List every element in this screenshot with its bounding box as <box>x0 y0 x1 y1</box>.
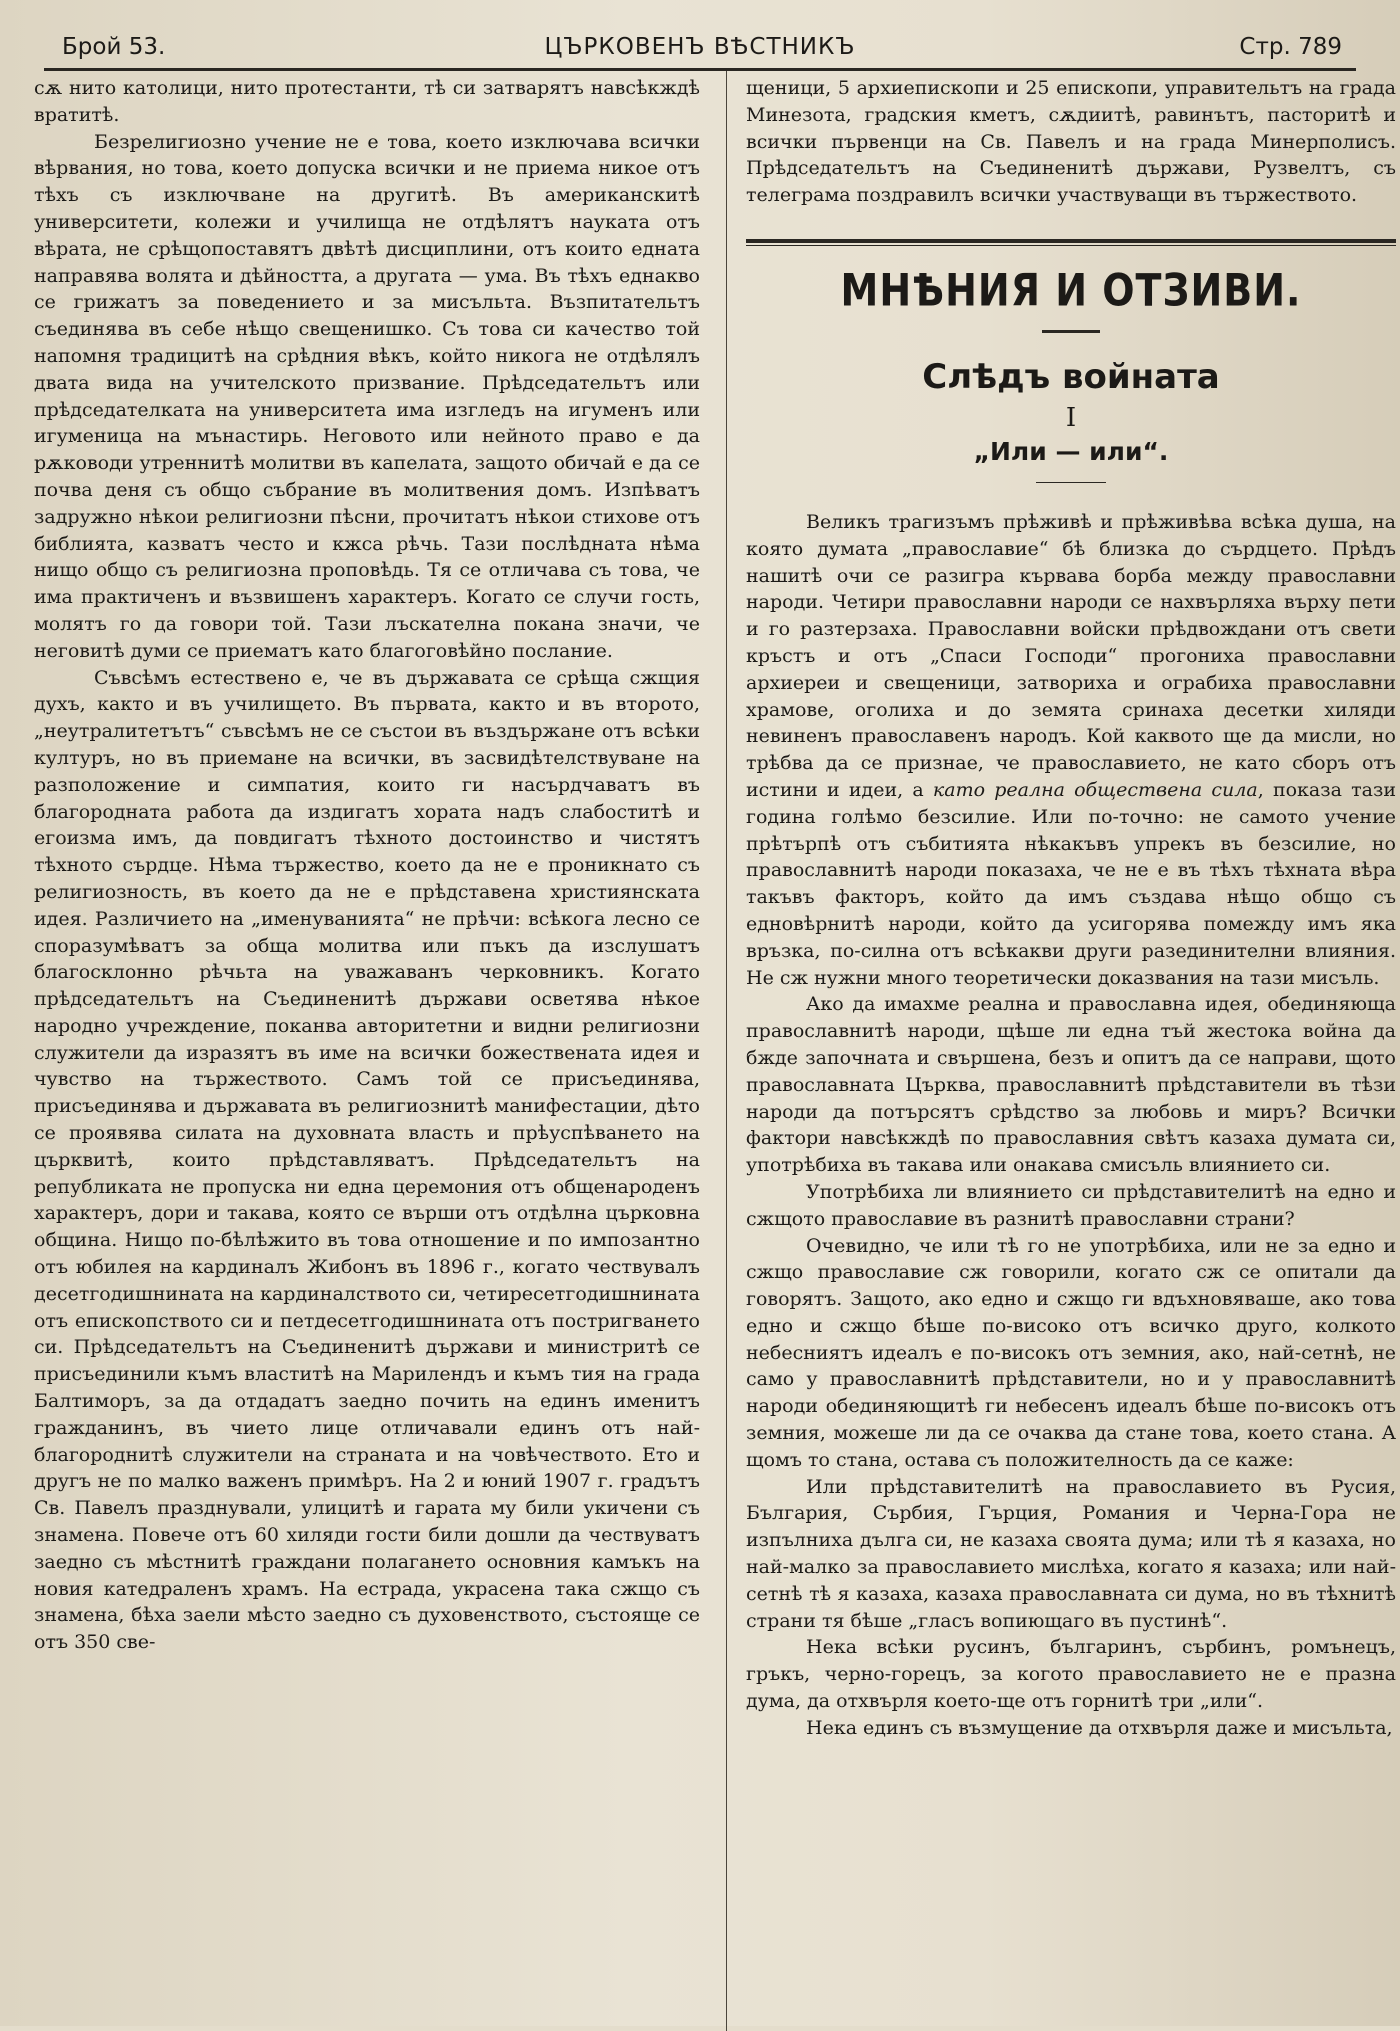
paragraph: Ако да имахме реална и православна идея, обединяюща православнитѣ народи, щѣше ли една тъй жестока война да бжде започната и свършена, безъ и опитъ да се направи, щото православната Църква, православнитѣ прѣдставители въ тѣзи народи да потърсятъ срѣдство за любовь и миръ? Всички фактори навсѣкждѣ по православния свѣтъ казаха думата си, употрѣбиха въ такава или онакава смисъль влиянието си. <box>746 993 1396 1177</box>
left-column <box>34 75 700 1656</box>
masthead-rule <box>44 68 1356 71</box>
paragraph: Или прѣдставителитѣ на православието въ Русия, България, Сърбия, Гърция, Романия и Черна-Гора не изпълниха дълга си, не казаха своята дума; или тѣ я казаха, но най-малко за православието мислѣха, когато я казаха; или най-сетнѣ тѣ я казаха, казаха православната си дума, но въ тѣхнитѣ страни тя бѣше „гласъ вопиющаго въ пустинѣ“. <box>746 1475 1396 1632</box>
paragraph: Употрѣбиха ли влиянието си прѣдставителитѣ на едно и сжщото православие въ разнитѣ православни страни? <box>746 1180 1396 1230</box>
emphasis-text: като реална обществена сила <box>932 778 1258 801</box>
section-rule <box>746 239 1396 246</box>
title-divider <box>1042 330 1100 333</box>
paragraph: сѫ нито католици, нито протестанти, тѣ си затварятъ навсѣкждѣ вратитѣ. <box>34 77 700 126</box>
paragraph: Нека всѣки русинъ, българинъ, сърбинъ, ромънецъ, гръкъ, черно-горецъ, за когото православието не е празна дума, да отхвърля което-ще отъ горнитѣ три „или“. <box>746 1636 1396 1713</box>
paragraph: Очевидно, че или тѣ го не употрѣбиха, или не за едно и сжщо православие сж говорили, когато сж се опитали да говорятъ. Защото, ако едно и сжщо ги вдъхновяваше, ако това едно и сжщо бѣше по-високо отъ всичко друго, колкото небесниятъ идеалъ е по-високъ отъ земния, ако, най-сетнѣ, не само у православнитѣ прѣдставители, но и у православнитѣ народи обединяющитѣ ги небесенъ идеалъ бѣше по-високъ отъ земния, можеше ли да се очаква да стане това, което стана. А щомъ то стана, остава съ положителность да се каже: <box>746 1234 1396 1471</box>
paragraph: Съвсѣмъ естествено е, че въ държавата се срѣща сжщия духъ, както и въ училището. Въ първата, както и въ второто, „неутралитетътъ“ съвсѣмъ не се състои въ въздържане отъ всѣки културъ, но въ приемане на всички, въ засвидѣтелствуване на разположение и симпатия, които ги насърдчаватъ въ благородната работа да издигатъ хората надъ слабоститѣ и егоизма имъ, да повдигатъ тѣхното достоинство и чистятъ тѣхното сърдце. Нѣма тържество, което да не е проникнато съ религиозность, въ което да не е прѣдставена християнската идея. Различието на „именуванията“ не прѣчи: всѣкога лесно се споразумѣватъ за обща молитва или пъкъ да изслушатъ благосклонно рѣчьта на уважаванъ черковникъ. Когато прѣдседательтъ на Съединенитѣ държави осветява нѣкое народно учреждение, поканва авторитетни и видни религиозни служители да изразятъ въ име на всички божествената идея и чувство на тържеството. Самъ той се присъединява, присъединява и държавата въ религиознитѣ манифестации, дѣто се проявява силата на духовната власть и прѣуспѣването на църквитѣ, които прѣдставляватъ. Прѣдседательтъ на републиката не пропуска ни една церемония отъ общенароденъ характеръ, дори и такава, която се върши отъ отдѣлна църковна община. Нищо по-бѣлѣжито въ това отношение и по импозантно отъ юбилея на кардиналъ Жибонъ въ 1896 г., когато чествувалъ десетгодишнината на кардиналството си, четиресетгодишнината отъ епископството си и петдесетгодишнината отъ постригването си. Прѣдседательтъ на Съединенитѣ държави и министритѣ се присъединили къмъ властитѣ на Марилендъ и къмъ тия на града Балтиморъ, за да отдадатъ заедно почить на единъ именитъ гражданинъ, въ чието лице отличавали единъ отъ най-благороднитѣ служители на страната и на човѣчеството. Ето и другъ не по малко важенъ примѣръ. На 2 и юний 1907 г. градътъ Св. Павелъ празднували, улицитѣ и гарата му били укичени съ знамена. Повече отъ 60 хиляди гости били дошли да чествуватъ заедно съ мѣстнитѣ граждани полагането основния камъкъ на новия катедраленъ храмъ. На естрада, украсена така сжщо съ знамена, бѣха заели мѣсто заедно съ духовенството, състояще се отъ 350 све- <box>34 666 700 1654</box>
page-number: Стр. 789 <box>1239 34 1342 60</box>
masthead <box>34 28 1366 68</box>
right-column <box>746 75 1396 1742</box>
article-subtitle: „Или — или“. <box>973 436 1169 466</box>
paragraph-text: Великъ трагизъмъ прѣживѣ и прѣживѣва всѣка душа, на която думата „православие“ бѣ близка до сърдцето. Прѣдъ нашитѣ очи се разигра кървава борба между православни народи. Четири православни народи се нахвърляха върху пети и го разтерзаха. Православни войски прѣдвождани отъ свети кръстъ и отъ „Спаси Господи“ прогониха православни архиереи и свещеници, затвориха и ограбиха православни храмове, оголиха и до земята сринаха десетки хиляди невиненъ православенъ народъ. Кой каквото ще да мисли, но трѣбва да се признае, че православието, не като сборъ отъ истини и идеи, а <box>746 510 1396 801</box>
section-title: МНѢНИЯ И ОТЗИВИ. <box>840 264 1302 316</box>
subtitle-divider <box>1036 482 1106 483</box>
paragraph: щеници, 5 архиепископи и 25 епископи, управительтъ на града Минезота, градския кметъ, сѫдиитѣ, равинътъ, пасторитѣ и всички първенци на Св. Павелъ и на града Минерполисъ. Прѣдседательтъ на Съединенитѣ държави, Рузвелтъ, съ телеграма поздравилъ всички участвуващи въ тържеството. <box>746 77 1396 207</box>
newspaper-name: ЦЪРКОВЕНЪ ВѢСТНИКЪ <box>544 34 856 60</box>
paragraph: Нека единъ съ възмущение да отхвърля даже и мисъльта, <box>806 1716 1393 1739</box>
paragraph <box>746 509 1396 991</box>
issue-number: Брой 53. <box>62 34 166 60</box>
paragraph: Безрелигиозно учение не е това, което изключава всички вѣрвания, но това, което допуска всички и не приема никое отъ тѣхъ съ изключване на другитѣ. Въ американскитѣ университети, колежи и училища не отдѣлятъ науката отъ вѣрата, не срѣщопоставятъ двѣтѣ дисциплини, отъ които едната направява волята и дѣйността, а другата — ума. Въ тѣхъ еднакво се грижатъ за поведението и за мисъльта. Възпитательтъ съединява въ себе нѣщо свещенишко. Съ това си качество той напомня традицитѣ на срѣдния вѣкъ, който никога не отдѣлялъ двата вида на учителското призвание. Прѣдседательтъ или прѣдседателката на университета има изгледъ на игуменъ или игуменица на мънастирь. Неговото или нейното право е да рѫководи утреннитѣ молитви въ капелата, защото обичай е да се почва деня съ общо събрание въ молитвения домъ. Изпѣватъ задружно нѣкои религиозни пѣсни, прочитатъ нѣкои стихове отъ библията, казватъ често и кжса рѣчь. Тази послѣдната нѣма нищо общо съ религиозна проповѣдь. Тя се отличава съ това, че има практиченъ и възвишенъ характеръ. Когато се случи гость, молятъ го да говори той. Тази лъскателна покана значи, че неговитѣ думи се приематъ като благоговѣйно послание. <box>34 130 700 662</box>
column-divider <box>726 71 727 2031</box>
article-title: Слѣдъ войната <box>922 356 1220 397</box>
part-number: I <box>1065 402 1077 433</box>
paragraph-text: , показа тази година голѣмо безсилие. Или по-точно: не самото учение прѣтърпѣ отъ събитията нѣкакъвъ упрекъ въ безсилие, но православнитѣ народи показаха, че не е въ тѣхъ тѣхната вѣра такъвъ факторъ, който да имъ създава нѣщо общо съ едновѣрнитѣ народи, който да усигорява помежду имъ яка връзка, по-силна отъ всѣкакви други разединителни влияния. Не сж нужни много теоретически доказвания на тази мисъль. <box>746 778 1397 989</box>
